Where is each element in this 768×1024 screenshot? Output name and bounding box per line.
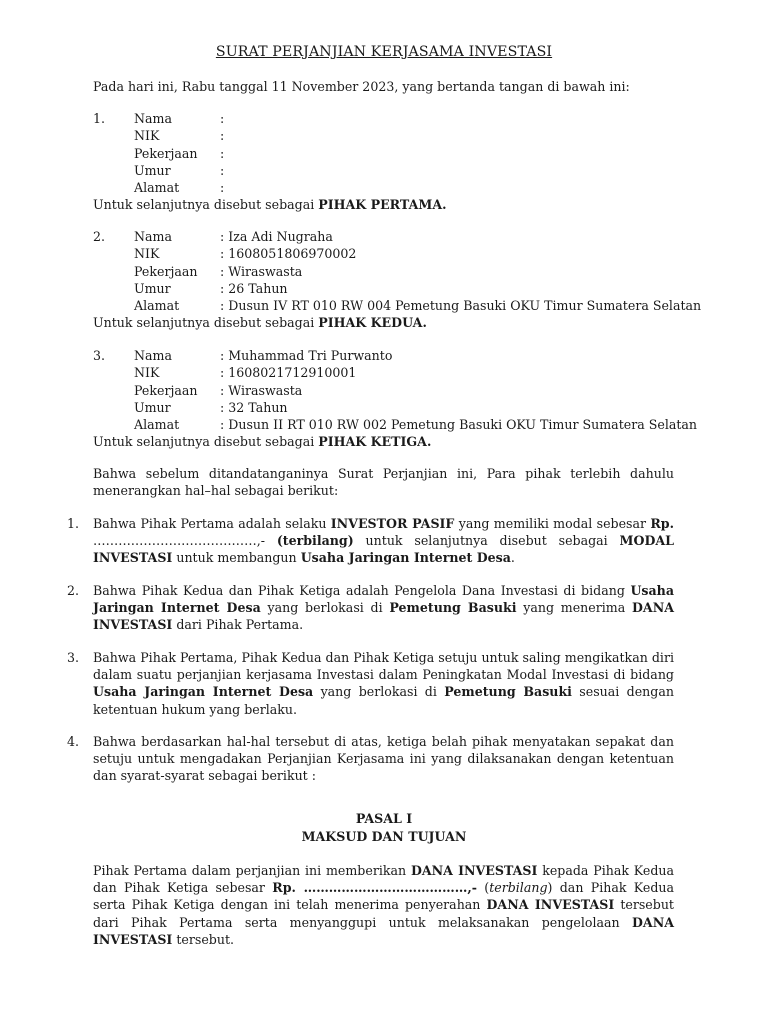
bold-run: DANA INVESTASI xyxy=(93,600,674,633)
text-run: yang berlokasi di xyxy=(267,600,383,616)
intro-line: Pada hari ini, Rabu tanggal 11 November 2023, yang bertanda tangan di bawah ini: xyxy=(93,79,630,94)
bold-run: Usaha Jaringan Internet Desa xyxy=(93,583,674,616)
party-number: 2. xyxy=(93,229,106,244)
field-label: NIK xyxy=(134,128,160,143)
field-value: : 32 Tahun xyxy=(220,400,288,415)
document-title: SURAT PERJANJIAN KERJASAMA INVESTASI xyxy=(215,44,553,60)
text-run: Bahwa Pihak Pertama adalah selaku xyxy=(93,516,327,531)
bold-run: INVESTOR PASIF xyxy=(330,516,455,531)
designation-label: PIHAK KEDUA. xyxy=(318,315,427,330)
item-number: 3. xyxy=(67,650,80,665)
preamble-paragraph: Bahwa sebelum ditandatanganinya Surat Perjanjian ini, Para pihak terlebih dahulu menerangkan hal–hal sebagai berikut: xyxy=(93,466,674,499)
italic-run: terbilang xyxy=(489,880,548,896)
field-value: : 1608021712910001 xyxy=(220,365,357,380)
text-run: tersebut dari Pihak Pertama serta menyanggupi untuk melaksanakan pengelolaan xyxy=(93,897,674,930)
field-value: : xyxy=(220,180,225,195)
bold-run: DANA INVESTASI xyxy=(93,914,674,947)
text-run: kepada Pihak Kedua dan Pihak Ketiga sebesar xyxy=(93,863,674,896)
bold-run: Usaha Jaringan Internet Desa xyxy=(93,684,314,700)
field-value: : 1608051806970002 xyxy=(220,246,357,261)
field-value: : xyxy=(220,128,225,143)
item-paragraph-2 xyxy=(93,582,674,634)
party-designation-line xyxy=(93,314,427,331)
field-value: : Dusun II RT 010 RW 002 Pemetung Basuki OKU Timur Sumatera Selatan xyxy=(220,417,698,432)
designation-prefix: Untuk selanjutnya disebut sebagai xyxy=(93,197,315,212)
text-run: tersebut. xyxy=(176,931,235,947)
party-designation-line xyxy=(93,196,446,213)
text-run: Pihak Pertama dalam perjanjian ini memberikan xyxy=(93,863,407,878)
text-run: dari Pihak Pertama. xyxy=(176,617,304,633)
text-run: untuk membangun xyxy=(176,550,297,566)
bold-run: DANA INVESTASI xyxy=(486,897,615,913)
field-label: Nama xyxy=(134,111,172,126)
designation-prefix: Untuk selanjutnya disebut sebagai xyxy=(93,434,315,449)
item-number: 2. xyxy=(67,583,80,598)
field-label: Umur xyxy=(134,400,171,415)
bold-run: Rp. …………………………………,- xyxy=(272,880,477,896)
field-value: : Iza Adi Nugraha xyxy=(220,229,333,244)
field-value: : Muhammad Tri Purwanto xyxy=(220,348,393,363)
text-run: …………………………………,- xyxy=(93,533,265,549)
field-label: Alamat xyxy=(134,298,180,313)
section-heading: MAKSUD DAN TUJUAN xyxy=(301,829,467,844)
text-run: sesuai dengan ketentuan hukum yang berlaku. xyxy=(93,684,674,717)
field-value: : 26 Tahun xyxy=(220,281,288,296)
text-run: yang berlokasi di xyxy=(320,684,437,700)
item-number: 1. xyxy=(67,516,80,531)
text-run: ) dan Pihak Kedua serta Pihak Ketiga dengan ini telah menerima penyerahan xyxy=(93,880,674,913)
section-paragraph xyxy=(93,862,674,948)
field-value: : xyxy=(220,111,225,126)
bold-run: Pemetung Basuki xyxy=(389,600,517,616)
party-number: 1. xyxy=(93,111,106,126)
field-value: : xyxy=(220,163,225,178)
field-label: NIK xyxy=(134,246,160,261)
field-label: Pekerjaan xyxy=(134,264,198,279)
text-run: yang memiliki modal sebesar xyxy=(458,516,647,531)
designation-label: PIHAK KETIGA. xyxy=(318,434,432,449)
party-designation-line xyxy=(93,433,431,450)
field-label: Alamat xyxy=(134,180,180,195)
field-label: Umur xyxy=(134,163,171,178)
item-paragraph-4: Bahwa berdasarkan hal-hal tersebut di atas, ketiga belah pihak menyatakan sepakat dan setuju untuk mengadakan Perjanjian Kerjasama ini yang dilaksanakan dengan ketentuan dan syarat-syarat sebagai berikut : xyxy=(93,734,674,784)
field-value: : Wiraswasta xyxy=(220,264,303,279)
field-label: Nama xyxy=(134,348,172,363)
item-paragraph-1 xyxy=(93,515,674,567)
field-label: Umur xyxy=(134,281,171,296)
bold-run: Usaha Jaringan Internet Desa xyxy=(300,550,511,566)
text-run: Bahwa Pihak Pertama, Pihak Kedua dan Pihak Ketiga setuju untuk saling mengikatkan diri dalam suatu perjanjian kerjasama Investasi dalam Peningkatan Modal Investasi di bidang xyxy=(93,650,674,683)
field-label: Alamat xyxy=(134,417,180,432)
section-number: PASAL I xyxy=(355,811,413,826)
field-label: Pekerjaan xyxy=(134,146,198,161)
bold-run: DANA INVESTASI xyxy=(410,863,538,878)
designation-label: PIHAK PERTAMA. xyxy=(318,197,447,212)
bold-run: MODAL INVESTASI xyxy=(93,533,674,566)
field-label: Nama xyxy=(134,229,172,244)
bold-run: (terbilang) xyxy=(276,533,354,549)
text-run: Bahwa Pihak Kedua dan Pihak Ketiga adalah Pengelola Dana Investasi di bidang xyxy=(93,583,625,598)
bold-run: Pemetung Basuki xyxy=(444,684,572,700)
item-number: 4. xyxy=(67,734,80,749)
text-run: ( xyxy=(484,880,490,896)
designation-prefix: Untuk selanjutnya disebut sebagai xyxy=(93,315,315,330)
field-label: Pekerjaan xyxy=(134,383,198,398)
field-value: : Wiraswasta xyxy=(220,383,303,398)
text-run: . xyxy=(510,550,515,566)
item-paragraph-3 xyxy=(93,649,674,718)
text-run: untuk selanjutnya disebut sebagai xyxy=(365,533,608,549)
field-value: : xyxy=(220,146,225,161)
text-run: yang menerima xyxy=(523,600,626,616)
field-label: NIK xyxy=(134,365,160,380)
bold-run: Rp. xyxy=(650,516,675,531)
party-number: 3. xyxy=(93,348,106,363)
field-value: : Dusun IV RT 010 RW 004 Pemetung Basuki OKU Timur Sumatera Selatan xyxy=(220,298,702,313)
